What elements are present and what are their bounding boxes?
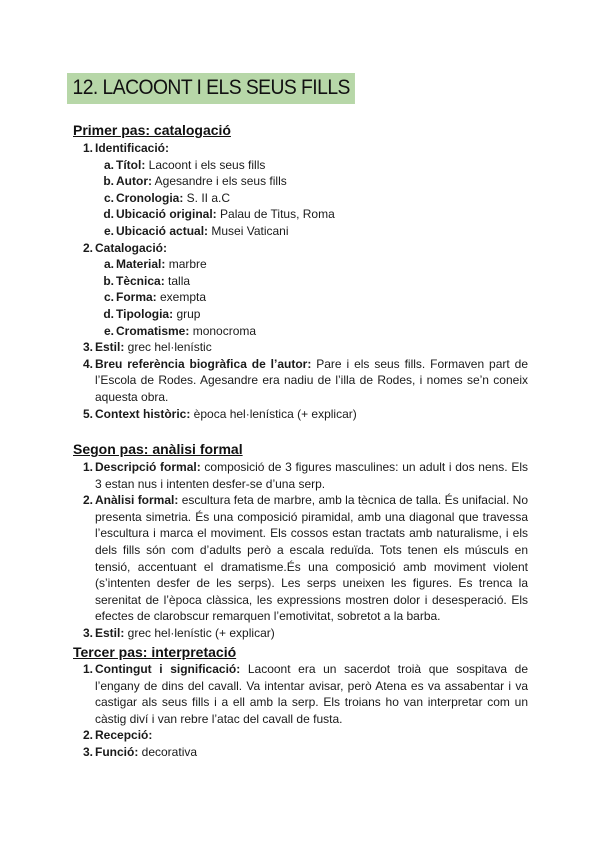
list-item [73, 492, 528, 625]
item-label: Contingut i significació: [95, 662, 241, 676]
list-item [93, 289, 528, 306]
list-item [73, 727, 528, 744]
item-value: grec hel·lenístic (+ explicar) [124, 625, 275, 640]
list-letter: c. [103, 190, 114, 205]
item-label: Breu referència biogràfica de l’autor: [95, 356, 312, 371]
item-value: Agesandre i els seus fills [152, 174, 287, 189]
item-label: Funció: [95, 744, 139, 759]
item-label: Ubicació original: [116, 207, 217, 222]
item-value: grec hel·lenístic [124, 340, 212, 355]
list-item [93, 306, 528, 323]
list-letter: b. [103, 174, 114, 189]
item-label: Cromatisme: [116, 323, 190, 338]
item-value: Pare i els seus fills. Formaven part de l’Escola de Rodes. Agesandre era nadiu de l’illa de Rodes, i nomes se’n coneix aquesta obra. [95, 356, 528, 404]
section-heading-analisi-formal: Segon pas: anàlisi formal [73, 441, 243, 457]
item-label: Forma: [116, 290, 157, 305]
item-label: Cronologia: [116, 190, 184, 205]
list-letter: d. [103, 207, 114, 222]
list-item [73, 744, 528, 761]
item-value: S. II a.C [183, 190, 231, 205]
list-item [73, 459, 528, 492]
list-item [93, 157, 528, 174]
list-letter: a. [103, 157, 114, 172]
list-item [93, 256, 528, 273]
list-number: 2. [82, 240, 93, 255]
item-value: composició de 3 figures masculines: un adult i dos nens. Els 3 estan nus i intenten desfer-se d’una serp. [95, 460, 528, 491]
list-item [73, 661, 528, 727]
list-number: 4. [82, 356, 93, 371]
list-letter: c. [103, 290, 114, 305]
item-value: monocroma [189, 323, 257, 338]
item-label: Títol: [116, 157, 146, 172]
item-value: època hel·lenística (+ explicar) [190, 406, 357, 421]
item-label: Estil: [95, 625, 125, 640]
item-value: decorativa [138, 744, 198, 759]
list-number: 2. [82, 728, 93, 743]
section-heading-catalogacio: Primer pas: catalogació [73, 122, 231, 138]
item-value: marbre [165, 257, 207, 272]
section-analisi-formal-list [73, 459, 528, 642]
list-item [93, 206, 528, 223]
section-heading-interpretacio: Tercer pas: interpretació [73, 644, 237, 660]
list-number: 1. [82, 662, 93, 676]
item-value: exempta [156, 290, 207, 305]
list-number: 3. [82, 340, 93, 355]
list-letter: e. [103, 223, 114, 238]
list-letter: d. [103, 306, 114, 321]
list-item [73, 140, 528, 157]
list-number: 3. [82, 625, 93, 640]
page-title: 12. LACOONT I ELS SEUS FILLS [67, 73, 355, 104]
list-letter: e. [103, 323, 114, 338]
item-value: Palau de Titus, Roma [216, 207, 335, 222]
list-number: 2. [82, 493, 93, 508]
item-label: Descripció formal: [95, 460, 201, 474]
list-number: 1. [82, 141, 93, 155]
item-value: talla [164, 273, 191, 288]
list-item [93, 223, 528, 240]
item-label: Material: [116, 257, 166, 272]
list-number: 1. [82, 460, 93, 474]
list-item [93, 173, 528, 190]
list-item [73, 339, 528, 356]
item-label: Estil: [95, 340, 125, 355]
section-catalogacio-list [73, 140, 528, 422]
item-label: Recepció: [95, 728, 153, 743]
item-label: Ubicació actual: [116, 223, 209, 238]
list-letter: b. [103, 273, 114, 288]
list-item [73, 356, 528, 406]
list-number: 3. [82, 744, 93, 759]
item-value: Lacoont i els seus fills [145, 157, 266, 172]
list-item [73, 625, 528, 642]
item-value: Lacoont era un sacerdot troià que sospitava de l’engany de dins del cavall. Va intentar avisar, però Atena es va assabentar i va castigar als seus fills i a ell amb la serp. Els troians ho van interpretar com un càstig diví i van rebre l’atac del cavall de fusta. [95, 662, 528, 726]
item-label: Tipologia: [116, 306, 174, 321]
list-item [93, 273, 528, 290]
list-item [73, 240, 528, 257]
section-interpretacio-list [73, 661, 528, 761]
item-label: Autor: [116, 174, 152, 189]
item-label: Anàlisi formal: [95, 493, 179, 508]
item-label: Context històric: [95, 406, 191, 421]
list-item [73, 406, 528, 423]
item-value: Musei Vaticani [208, 223, 289, 238]
list-item [93, 323, 528, 340]
item-label: Tècnica: [116, 273, 165, 288]
list-item [93, 190, 528, 207]
item-label: Catalogació: [95, 240, 168, 255]
list-letter: a. [103, 257, 114, 272]
list-number: 5. [82, 406, 93, 421]
item-label: Identificació: [95, 141, 170, 155]
item-value: escultura feta de marbre, amb la tècnica de talla. És unifacial. No presenta simetria. És una composició piramidal, amb una diagonal que travessa l’escultura i marca el moviment. Els cossos estan tractats amb naturalisme, i els dels fills són com d’adults però a escala reduïda. Tots tenen els músculs en tensió, accentuant el dramatisme.És una composició amb moviment violent (s’intenten desfer de les serps). Les serps uneixen les figures. Es trenca la serenitat de l’època clàssica, les expressions mostren dolor i desesperació. Els efectes de clarobscur remarquen l’emotivitat, sobretot a la barba. [95, 493, 528, 624]
item-value: grup [173, 306, 201, 321]
